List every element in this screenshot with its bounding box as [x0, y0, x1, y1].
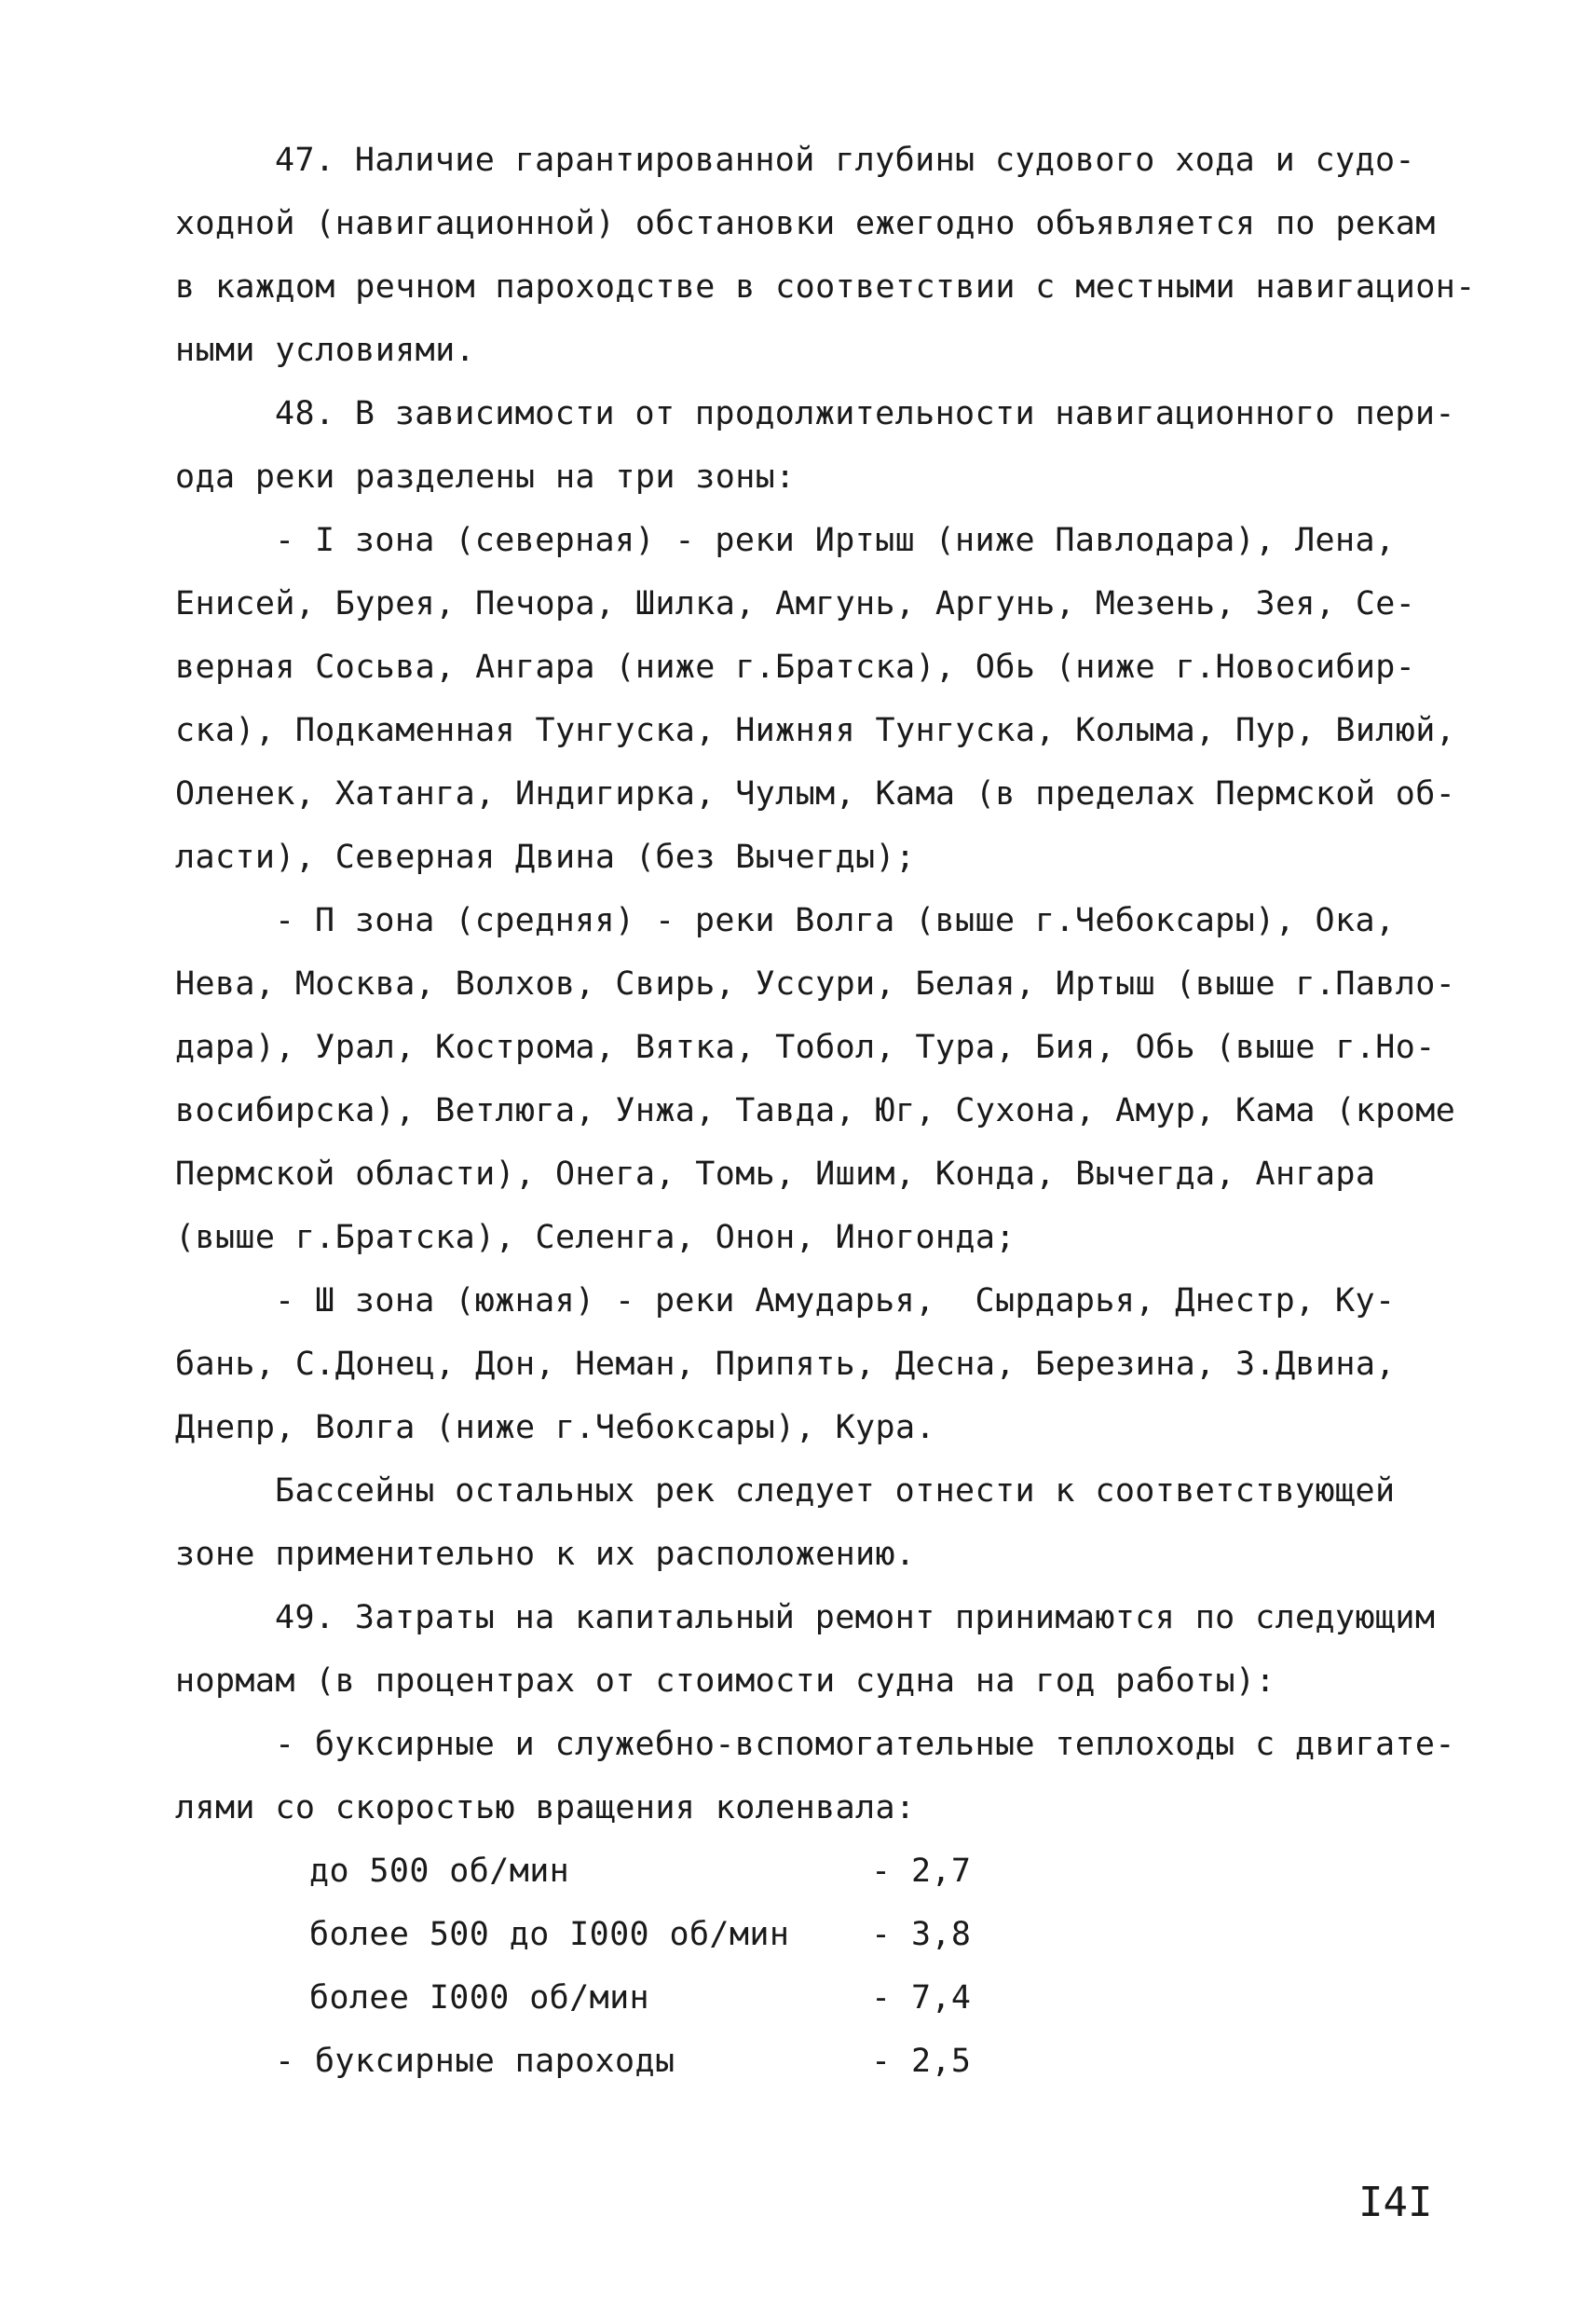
text-line: Днепр, Волга (ниже г.Чебоксары), Кура. [175, 1409, 935, 1446]
text-line: Енисей, Бурея, Печора, Шилка, Амгунь, Аргунь, Мезень, Зея, Се- [175, 585, 1416, 622]
text-line: дара), Урал, Кострома, Вятка, Тобол, Тура, Бия, Обь (выше г.Но- [175, 1029, 1436, 1066]
text-line: ходной (навигационной) обстановки ежегодно объявляется по рекам [175, 205, 1436, 242]
table-row-value: - 2,5 [871, 2043, 972, 2080]
text-line: ода реки разделены на три зоны: [175, 458, 796, 496]
text-line: 47. Наличие гарантированной глубины судового хода и судо- [275, 142, 1415, 179]
table-row-label: более 500 до I000 об/мин [309, 1916, 790, 1953]
table-row-label: - буксирные пароходы [275, 2043, 675, 2080]
text-line: (выше г.Братска), Селенга, Онон, Иногонда; [175, 1219, 1016, 1256]
text-line: - I зона (северная) - реки Иртыш (ниже Павлодара), Лена, [275, 522, 1396, 559]
text-line: ска), Подкаменная Тунгуска, Нижняя Тунгуска, Колыма, Пур, Вилюй, [175, 712, 1456, 749]
text-line: лями со скоростью вращения коленвала: [175, 1789, 916, 1826]
text-line: в каждом речном пароходстве в соответствии с местными навигацион- [175, 268, 1476, 306]
table-row-label: до 500 об/мин [309, 1853, 570, 1890]
text-line: 49. Затраты на капитальный ремонт принимаются по следующим [275, 1599, 1436, 1636]
text-line: - буксирные и служебно-вспомогательные теплоходы с двигате- [275, 1726, 1455, 1763]
text-line: верная Сосьва, Ангара (ниже г.Братска), Обь (ниже г.Новосибир- [175, 649, 1416, 686]
page-number: I4I [1358, 2179, 1433, 2226]
text-line: нормам (в процентрах от стоимости судна на год работы): [175, 1662, 1275, 1700]
text-line: Пермской области), Онега, Томь, Ишим, Конда, Вычегда, Ангара [175, 1156, 1376, 1193]
text-line: Бассейны остальных рек следует отнести к соответствующей [275, 1472, 1396, 1510]
text-line: ласти), Северная Двина (без Вычегды); [175, 839, 916, 876]
text-line: ными условиями. [175, 332, 476, 369]
table-row-value: - 3,8 [871, 1916, 972, 1953]
table-row-value: - 2,7 [871, 1853, 972, 1890]
text-line: - Ш зона (южная) - реки Амударья, Сырдарья, Днестр, Ку- [275, 1282, 1396, 1320]
text-line: 48. В зависимости от продолжительности навигационного пери- [275, 395, 1455, 432]
text-line: бань, С.Донец, Дон, Неман, Припять, Десна, Березина, З.Двина, [175, 1346, 1396, 1383]
table-row-value: - 7,4 [871, 1979, 972, 2017]
text-line: - П зона (средняя) - реки Волга (выше г.Чебоксары), Ока, [275, 902, 1396, 939]
text-line: зоне применительно к их расположению. [175, 1536, 916, 1573]
table-row-label: более I000 об/мин [309, 1979, 650, 2017]
text-line: Нева, Москва, Волхов, Свирь, Уссури, Белая, Иртыш (выше г.Павло- [175, 965, 1456, 1003]
text-line: Оленек, Хатанга, Индигирка, Чулым, Кама (в пределах Пермской об- [175, 775, 1456, 813]
text-line: восибирска), Ветлюга, Унжа, Тавда, Юг, Сухона, Амур, Кама (кроме [175, 1092, 1456, 1129]
